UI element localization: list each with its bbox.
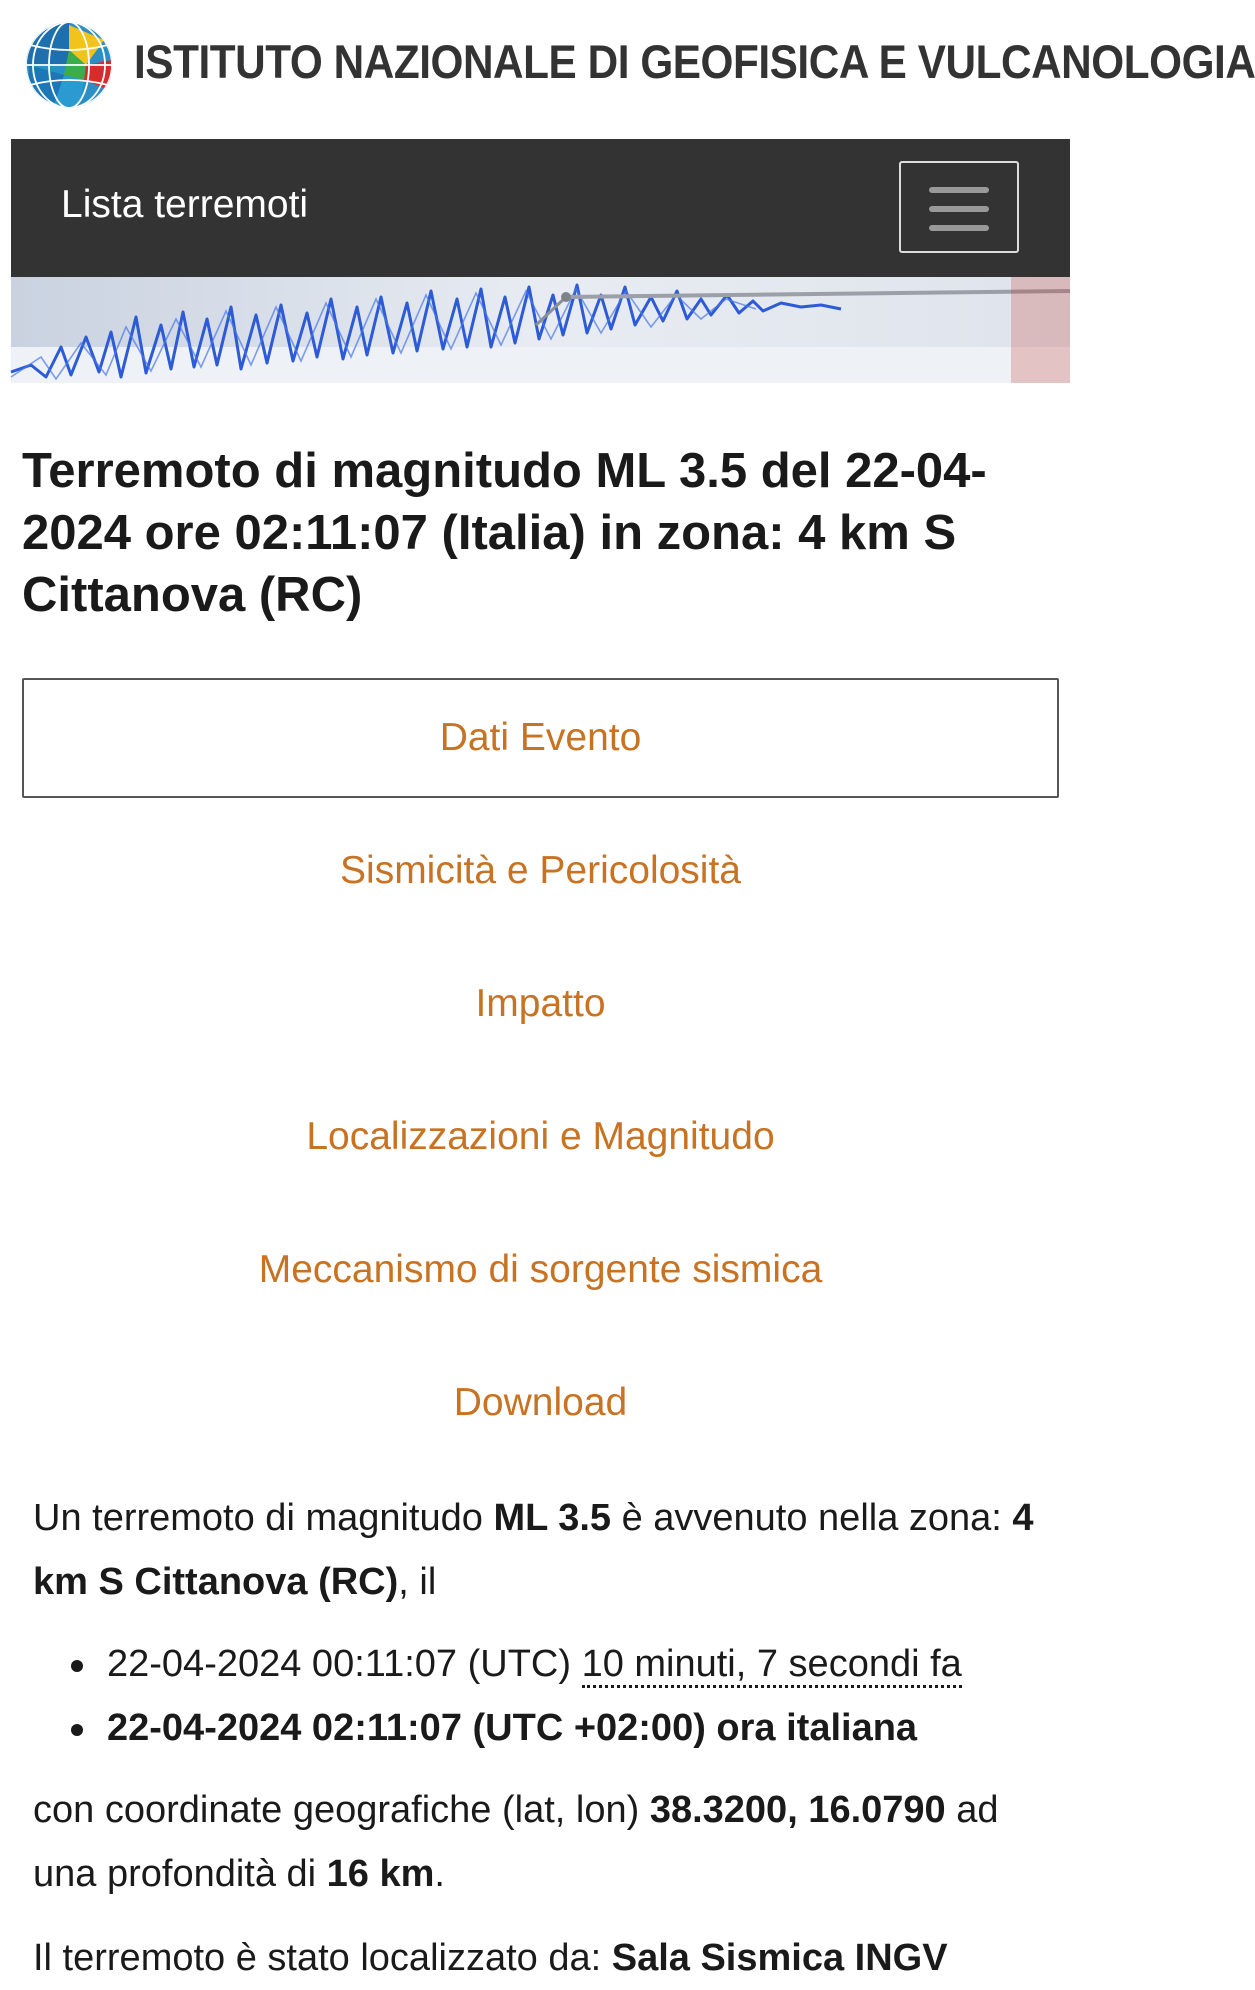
utc-time: 22-04-2024 00:11:07 (UTC) — [107, 1643, 582, 1685]
coords-text-1: con coordinate geografiche (lat, lon) — [33, 1789, 650, 1831]
title-datetime: del 22-04-2024 ore 02:11:07 (Italia) in zona: — [22, 444, 987, 560]
depth-value: 16 km — [326, 1853, 435, 1895]
hamburger-menu-button[interactable] — [899, 161, 1019, 253]
located-by-paragraph — [33, 1926, 1063, 1990]
utc-time-item — [107, 1632, 1063, 1696]
description-intro — [33, 1486, 1063, 1614]
tab-impatto[interactable]: Impatto — [475, 982, 606, 1025]
site-header — [0, 0, 1255, 138]
tab-meccanismo-sorgente[interactable]: Meccanismo di sorgente sismica — [258, 1248, 823, 1291]
intro-text-3: , il — [398, 1561, 437, 1603]
tab-localizzazioni-magnitudo[interactable]: Localizzazioni e Magnitudo — [306, 1115, 775, 1158]
coords-text-3: . — [434, 1853, 445, 1895]
local-time-item — [107, 1696, 1063, 1760]
title-magnitude: ML 3.5 — [595, 444, 748, 498]
hamburger-icon — [929, 187, 989, 193]
event-description — [33, 1486, 1063, 1990]
intro-magnitude: ML 3.5 — [493, 1497, 612, 1539]
coords-text-2: ad una profondità di — [33, 1789, 999, 1895]
tab-sismicita-pericolosita[interactable]: Sismicità e Pericolosità — [340, 849, 741, 892]
tab-dati-evento[interactable]: Dati Evento — [22, 678, 1059, 798]
seismogram-image — [11, 277, 1070, 383]
intro-zone: 4 km S Cittanova (RC) — [33, 1497, 1034, 1603]
ingv-globe-logo-icon[interactable] — [24, 20, 114, 110]
time-ago[interactable]: 10 minuti, 7 secondi fa — [582, 1643, 962, 1688]
title-prefix: Terremoto di magnitudo — [22, 444, 596, 498]
located-by-text: Il terremoto è stato localizzato da: — [33, 1937, 612, 1979]
tab-download[interactable]: Download — [453, 1381, 628, 1424]
navbar — [11, 139, 1070, 277]
navbar-title-link[interactable]: Lista terremoti — [61, 183, 309, 226]
located-by-value: Sala Sismica INGV — [611, 1937, 948, 1979]
seismogram-banner — [11, 277, 1070, 383]
coordinates-value: 38.3200, 16.0790 — [649, 1789, 946, 1831]
org-name[interactable]: ISTITUTO NAZIONALE DI GEOFISICA E VULCANOLOGIA — [134, 35, 1255, 88]
coordinates-paragraph — [33, 1778, 1063, 1906]
local-time: 22-04-2024 02:11:07 (UTC +02:00) ora italiana — [107, 1707, 918, 1749]
event-title — [22, 440, 1062, 626]
intro-text-2: è avvenuto nella zona: — [611, 1497, 1013, 1539]
title-zone: 4 km S Cittanova (RC) — [22, 506, 957, 622]
intro-text-1: Un terremoto di magnitudo — [33, 1497, 494, 1539]
hamburger-icon — [929, 206, 989, 212]
event-tabs — [22, 678, 1059, 1476]
hamburger-icon — [929, 225, 989, 231]
event-times-list — [107, 1632, 1063, 1760]
